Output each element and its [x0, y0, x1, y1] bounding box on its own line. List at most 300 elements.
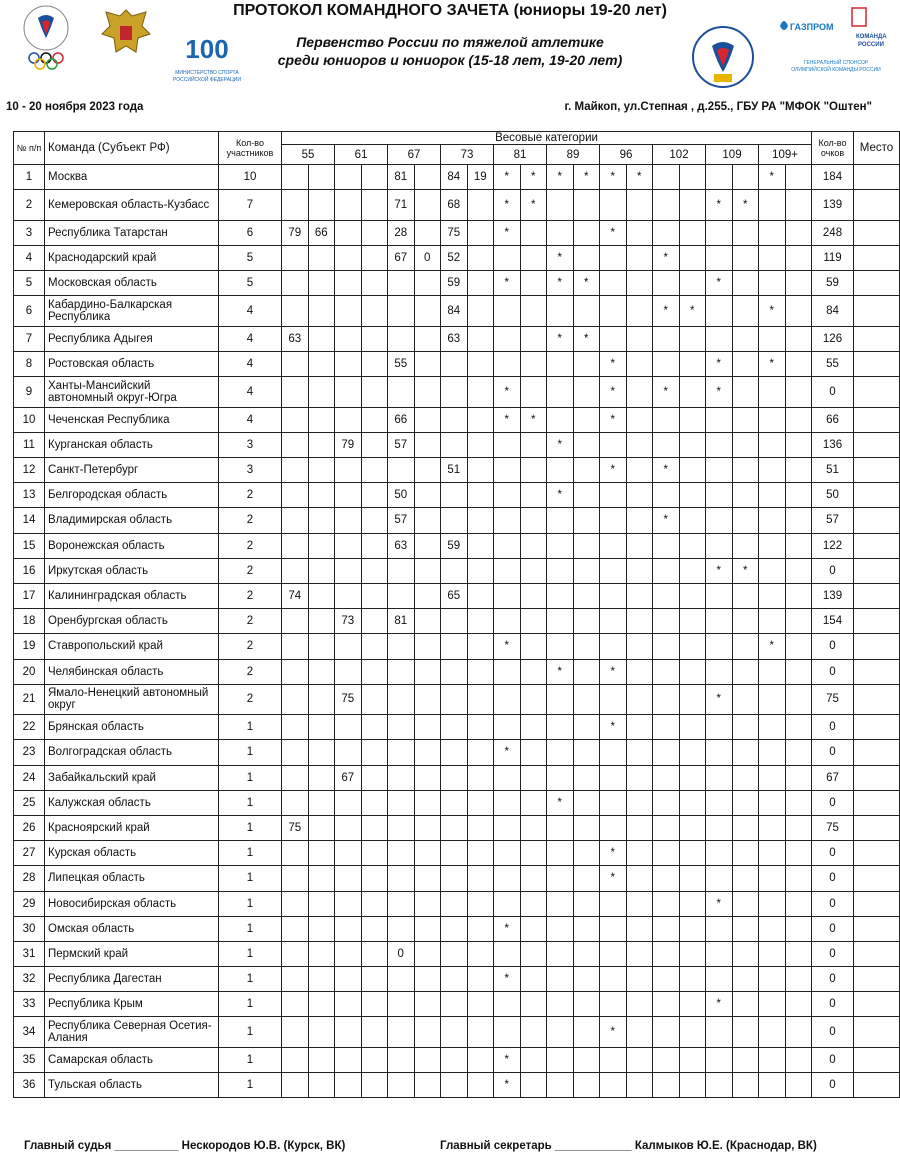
team-name: Кемеровская область-Кузбасс — [45, 190, 219, 221]
category-result-cell — [547, 765, 574, 790]
category-result-cell: * — [547, 432, 574, 457]
category-result-cell — [414, 1047, 441, 1072]
category-result-cell — [361, 245, 388, 270]
team-points: 0 — [812, 866, 854, 891]
category-result-cell — [494, 483, 521, 508]
category-result-cell — [732, 740, 759, 765]
category-result-cell — [573, 377, 600, 408]
category-result-cell — [388, 790, 415, 815]
category-result-cell: * — [520, 407, 547, 432]
team-name: Ставропольский край — [45, 634, 219, 659]
category-result-cell — [335, 841, 362, 866]
category-result-cell — [759, 916, 786, 941]
category-result-cell — [308, 326, 335, 351]
category-result-cell — [785, 967, 812, 992]
row-number: 35 — [14, 1047, 45, 1072]
category-result-cell — [785, 271, 812, 296]
category-result-cell — [282, 271, 309, 296]
category-result-cell — [600, 558, 627, 583]
category-result-cell — [282, 841, 309, 866]
category-result-cell — [467, 659, 494, 684]
weight-category-header: 67 — [388, 145, 441, 165]
team-points: 0 — [812, 916, 854, 941]
category-result-cell — [653, 967, 680, 992]
page-title: ПРОТОКОЛ КОМАНДНОГО ЗАЧЕТА (юниоры 19-20 лет) — [233, 2, 667, 19]
category-result-cell — [441, 992, 468, 1017]
category-result-cell: 79 — [335, 432, 362, 457]
team-name: Белгородская область — [45, 483, 219, 508]
category-result-cell — [282, 296, 309, 327]
category-result-cell — [282, 407, 309, 432]
category-result-cell — [626, 634, 653, 659]
category-result-cell — [467, 634, 494, 659]
category-result-cell: 57 — [388, 432, 415, 457]
team-name: Чеченская Республика — [45, 407, 219, 432]
event-venue: г. Майкоп, ул.Степная , д.255., ГБУ РА "МФОК "Оштен" — [564, 101, 872, 113]
team-points: 75 — [812, 684, 854, 715]
subtitle-line-2: среди юниоров и юниорок (15-18 лет, 19-20 лет) — [277, 52, 623, 68]
table-row — [14, 296, 900, 327]
category-result-cell — [361, 967, 388, 992]
team-place — [854, 841, 900, 866]
category-result-cell: 81 — [388, 609, 415, 634]
category-result-cell — [732, 533, 759, 558]
category-result-cell — [785, 609, 812, 634]
category-result-cell — [308, 1047, 335, 1072]
category-result-cell: 75 — [282, 815, 309, 840]
team-place — [854, 558, 900, 583]
table-row — [14, 659, 900, 684]
category-result-cell — [520, 432, 547, 457]
category-result-cell — [706, 659, 733, 684]
category-result-cell — [547, 967, 574, 992]
category-result-cell — [785, 407, 812, 432]
category-result-cell — [547, 583, 574, 608]
category-result-cell — [573, 715, 600, 740]
category-result-cell — [785, 190, 812, 221]
category-result-cell — [520, 967, 547, 992]
team-points: 0 — [812, 1047, 854, 1072]
category-result-cell — [732, 377, 759, 408]
category-result-cell — [494, 326, 521, 351]
participant-count: 2 — [219, 483, 282, 508]
category-result-cell: * — [706, 992, 733, 1017]
category-result-cell — [626, 1073, 653, 1098]
category-result-cell — [573, 941, 600, 966]
team-place — [854, 1047, 900, 1072]
category-result-cell — [653, 609, 680, 634]
category-result-cell — [600, 916, 627, 941]
category-result-cell — [732, 271, 759, 296]
category-result-cell — [388, 1073, 415, 1098]
category-result-cell — [414, 351, 441, 376]
category-result-cell — [520, 916, 547, 941]
category-result-cell — [547, 1017, 574, 1048]
col-header-place: Место — [854, 132, 900, 165]
category-result-cell — [706, 483, 733, 508]
participant-count: 1 — [219, 916, 282, 941]
category-result-cell — [494, 351, 521, 376]
category-result-cell: * — [494, 407, 521, 432]
category-result-cell: * — [626, 165, 653, 190]
category-result-cell — [759, 1017, 786, 1048]
category-result-cell — [414, 609, 441, 634]
category-result-cell — [785, 916, 812, 941]
col-header-weights: Весовые категории — [282, 132, 812, 145]
category-result-cell — [600, 533, 627, 558]
team-points: 126 — [812, 326, 854, 351]
team-name: Кабардино-Балкарская Республика — [45, 296, 219, 327]
category-result-cell — [308, 841, 335, 866]
category-result-cell: * — [600, 715, 627, 740]
category-result-cell — [679, 351, 706, 376]
team-place — [854, 916, 900, 941]
category-result-cell — [573, 558, 600, 583]
col-header-num: № п/п — [14, 132, 45, 165]
category-result-cell — [759, 1073, 786, 1098]
category-result-cell — [308, 407, 335, 432]
category-result-cell — [785, 351, 812, 376]
category-result-cell — [573, 220, 600, 245]
category-result-cell — [706, 1047, 733, 1072]
category-result-cell — [467, 609, 494, 634]
category-result-cell — [520, 815, 547, 840]
category-result-cell — [573, 967, 600, 992]
category-result-cell — [759, 407, 786, 432]
category-result-cell — [335, 533, 362, 558]
category-result-cell — [626, 558, 653, 583]
subtitle-line-1: Первенство России по тяжелой атлетике — [296, 34, 604, 50]
category-result-cell: * — [494, 1047, 521, 1072]
category-result-cell — [441, 558, 468, 583]
table-row — [14, 841, 900, 866]
category-result-cell — [759, 271, 786, 296]
category-result-cell — [361, 351, 388, 376]
category-result-cell — [520, 458, 547, 483]
category-result-cell: 0 — [388, 941, 415, 966]
category-result-cell — [600, 609, 627, 634]
category-result-cell — [441, 684, 468, 715]
team-name: Республика Дагестан — [45, 967, 219, 992]
table-row — [14, 458, 900, 483]
team-points: 136 — [812, 432, 854, 457]
row-number: 17 — [14, 583, 45, 608]
participant-count: 4 — [219, 326, 282, 351]
participant-count: 2 — [219, 558, 282, 583]
category-result-cell: * — [706, 271, 733, 296]
category-result-cell — [759, 508, 786, 533]
category-result-cell — [282, 190, 309, 221]
category-result-cell — [759, 432, 786, 457]
category-result-cell — [520, 220, 547, 245]
category-result-cell — [441, 351, 468, 376]
team-name: Калининградская область — [45, 583, 219, 608]
category-result-cell — [414, 533, 441, 558]
team-place — [854, 220, 900, 245]
category-result-cell — [759, 967, 786, 992]
team-place — [854, 659, 900, 684]
category-result-cell — [441, 377, 468, 408]
category-result-cell — [520, 1073, 547, 1098]
category-result-cell: 74 — [282, 583, 309, 608]
weightlifting-federation-logo — [684, 24, 762, 90]
table-row — [14, 715, 900, 740]
svg-text:РОССИИ: РОССИИ — [858, 42, 884, 48]
category-result-cell — [335, 508, 362, 533]
row-number: 24 — [14, 765, 45, 790]
category-result-cell — [494, 296, 521, 327]
team-points: 66 — [812, 407, 854, 432]
category-result-cell — [414, 992, 441, 1017]
category-result-cell — [282, 916, 309, 941]
category-result-cell — [679, 583, 706, 608]
category-result-cell — [732, 165, 759, 190]
category-result-cell — [467, 967, 494, 992]
team-points: 248 — [812, 220, 854, 245]
category-result-cell — [494, 245, 521, 270]
category-result-cell — [653, 715, 680, 740]
weight-category-header: 55 — [282, 145, 335, 165]
category-result-cell — [600, 891, 627, 916]
category-result-cell — [414, 458, 441, 483]
category-result-cell — [653, 992, 680, 1017]
category-result-cell — [282, 609, 309, 634]
category-result-cell — [308, 659, 335, 684]
category-result-cell — [441, 891, 468, 916]
category-result-cell — [706, 866, 733, 891]
category-result-cell — [467, 1047, 494, 1072]
category-result-cell — [759, 190, 786, 221]
table-row — [14, 684, 900, 715]
category-result-cell — [361, 483, 388, 508]
row-number: 1 — [14, 165, 45, 190]
category-result-cell — [494, 558, 521, 583]
team-name: Воронежская область — [45, 533, 219, 558]
team-name: Республика Адыгея — [45, 326, 219, 351]
category-result-cell — [361, 377, 388, 408]
category-result-cell — [573, 790, 600, 815]
table-row — [14, 271, 900, 296]
team-points: 84 — [812, 296, 854, 327]
category-result-cell — [282, 866, 309, 891]
category-result-cell: * — [547, 245, 574, 270]
participant-count: 1 — [219, 941, 282, 966]
category-result-cell — [759, 1047, 786, 1072]
category-result-cell — [679, 992, 706, 1017]
category-result-cell — [706, 407, 733, 432]
team-points: 51 — [812, 458, 854, 483]
category-result-cell — [706, 740, 733, 765]
category-result-cell — [626, 740, 653, 765]
category-result-cell — [759, 866, 786, 891]
row-number: 6 — [14, 296, 45, 327]
team-points: 0 — [812, 941, 854, 966]
category-result-cell — [653, 1017, 680, 1048]
category-result-cell — [600, 634, 627, 659]
table-row — [14, 790, 900, 815]
category-result-cell — [361, 790, 388, 815]
table-row — [14, 891, 900, 916]
category-result-cell — [467, 271, 494, 296]
team-points: 0 — [812, 967, 854, 992]
category-result-cell — [494, 508, 521, 533]
category-result-cell — [706, 916, 733, 941]
team-name: Владимирская область — [45, 508, 219, 533]
category-result-cell — [335, 407, 362, 432]
category-result-cell — [679, 916, 706, 941]
row-number: 34 — [14, 1017, 45, 1048]
category-result-cell — [679, 715, 706, 740]
category-result-cell — [706, 967, 733, 992]
team-name: Ростовская область — [45, 351, 219, 376]
category-result-cell — [467, 916, 494, 941]
category-result-cell — [600, 790, 627, 815]
row-number: 11 — [14, 432, 45, 457]
category-result-cell — [335, 1017, 362, 1048]
category-result-cell — [361, 1047, 388, 1072]
row-number: 25 — [14, 790, 45, 815]
category-result-cell — [388, 992, 415, 1017]
category-result-cell — [467, 941, 494, 966]
category-result-cell — [494, 1017, 521, 1048]
table-row — [14, 326, 900, 351]
participant-count: 1 — [219, 1017, 282, 1048]
category-result-cell — [573, 891, 600, 916]
category-result-cell — [388, 271, 415, 296]
category-result-cell — [626, 659, 653, 684]
svg-text:РОССИЙСКОЙ ФЕДЕРАЦИИ: РОССИЙСКОЙ ФЕДЕРАЦИИ — [173, 77, 241, 83]
row-number: 18 — [14, 609, 45, 634]
category-result-cell — [732, 483, 759, 508]
category-result-cell — [679, 271, 706, 296]
category-result-cell — [653, 740, 680, 765]
category-result-cell — [388, 715, 415, 740]
category-result-cell — [732, 916, 759, 941]
category-result-cell — [679, 407, 706, 432]
category-result-cell: * — [759, 351, 786, 376]
category-result-cell — [282, 765, 309, 790]
category-result-cell — [679, 790, 706, 815]
team-name: Краснодарский край — [45, 245, 219, 270]
category-result-cell — [467, 296, 494, 327]
category-result-cell: 73 — [335, 609, 362, 634]
row-number: 15 — [14, 533, 45, 558]
category-result-cell — [785, 220, 812, 245]
category-result-cell — [547, 533, 574, 558]
category-result-cell — [282, 533, 309, 558]
category-result-cell — [732, 432, 759, 457]
category-result-cell — [361, 165, 388, 190]
category-result-cell — [388, 296, 415, 327]
team-place — [854, 483, 900, 508]
category-result-cell — [653, 815, 680, 840]
team-points: 0 — [812, 1017, 854, 1048]
category-result-cell — [679, 508, 706, 533]
category-result-cell — [547, 866, 574, 891]
category-result-cell — [494, 941, 521, 966]
category-result-cell — [520, 1017, 547, 1048]
row-number: 10 — [14, 407, 45, 432]
category-result-cell: * — [494, 377, 521, 408]
category-result-cell — [467, 841, 494, 866]
category-result-cell — [679, 891, 706, 916]
category-result-cell — [308, 190, 335, 221]
category-result-cell — [361, 916, 388, 941]
team-points: 75 — [812, 815, 854, 840]
document-header — [0, 0, 900, 95]
category-result-cell — [573, 508, 600, 533]
category-result-cell — [679, 967, 706, 992]
category-result-cell: 81 — [388, 165, 415, 190]
category-result-cell — [282, 245, 309, 270]
category-result-cell — [573, 1073, 600, 1098]
category-result-cell: * — [494, 1073, 521, 1098]
category-result-cell — [732, 1073, 759, 1098]
category-result-cell — [414, 715, 441, 740]
category-result-cell — [361, 866, 388, 891]
category-result-cell — [626, 533, 653, 558]
category-result-cell — [308, 483, 335, 508]
category-result-cell — [600, 483, 627, 508]
team-name: Липецкая область — [45, 866, 219, 891]
category-result-cell — [520, 377, 547, 408]
team-points: 139 — [812, 190, 854, 221]
category-result-cell — [388, 967, 415, 992]
category-result-cell — [335, 351, 362, 376]
category-result-cell — [653, 941, 680, 966]
table-row — [14, 992, 900, 1017]
category-result-cell — [467, 583, 494, 608]
category-result-cell — [335, 967, 362, 992]
category-result-cell — [759, 377, 786, 408]
participant-count: 5 — [219, 271, 282, 296]
category-result-cell — [520, 508, 547, 533]
category-result-cell — [785, 866, 812, 891]
category-result-cell — [361, 634, 388, 659]
category-result-cell — [335, 891, 362, 916]
category-result-cell: 66 — [308, 220, 335, 245]
category-result-cell — [600, 765, 627, 790]
category-result-cell — [785, 458, 812, 483]
category-result-cell — [573, 634, 600, 659]
category-result-cell — [335, 190, 362, 221]
table-row — [14, 765, 900, 790]
team-points: 0 — [812, 790, 854, 815]
category-result-cell — [547, 941, 574, 966]
category-result-cell — [785, 533, 812, 558]
category-result-cell: * — [706, 377, 733, 408]
category-result-cell — [547, 351, 574, 376]
category-result-cell — [732, 659, 759, 684]
category-result-cell — [494, 841, 521, 866]
category-result-cell — [520, 765, 547, 790]
table-row — [14, 220, 900, 245]
team-place — [854, 715, 900, 740]
category-result-cell — [573, 1017, 600, 1048]
category-result-cell — [679, 609, 706, 634]
category-result-cell — [759, 684, 786, 715]
category-result-cell — [626, 271, 653, 296]
category-result-cell — [414, 190, 441, 221]
category-result-cell — [653, 1047, 680, 1072]
category-result-cell — [626, 296, 653, 327]
category-result-cell — [361, 815, 388, 840]
team-points: 55 — [812, 351, 854, 376]
category-result-cell — [494, 866, 521, 891]
category-result-cell — [441, 1017, 468, 1048]
category-result-cell — [600, 271, 627, 296]
category-result-cell — [785, 634, 812, 659]
